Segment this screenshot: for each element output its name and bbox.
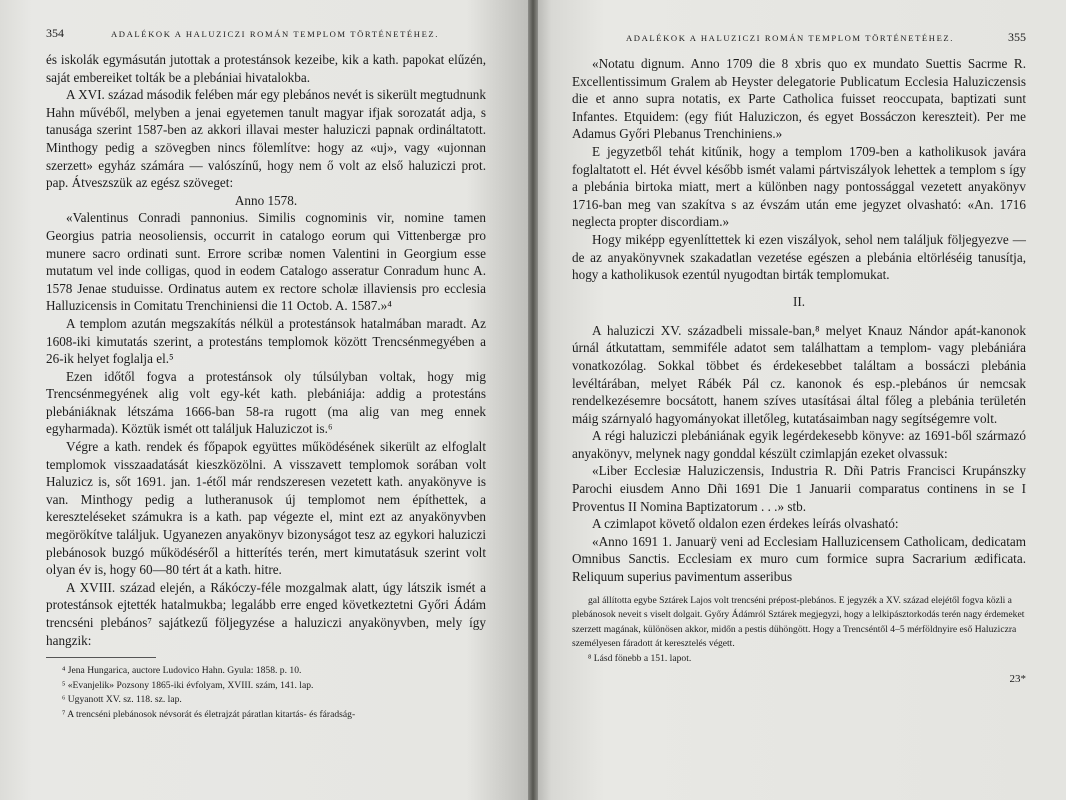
right-latin-quote: «Anno 1691 1. Januarÿ veni ad Ecclesiam Halluzicensem Catholicam, dedicatam Omnibus Sanctis. Ecclesiam ex muro cum formice supra Sacrarium ædificata. Reliquum superius pavimentum asseribus xyxy=(572,533,1026,585)
left-paragraph: A XVI. század második felében már egy plebános nevét is sikerült megtudnunk Hahn művéből, melyben a jenai egyetemen tanult magyar ifjak sorozatát adja, s tanusága szerint 1587-ben az akkori illavai mester haluziczi papnak ordináltatott. Minthogy pedig a szövegben nincs fölemlítve: hogy az «uj», vagy «ujonnan szerzett» egyház számára — valószínű, hogy nem ő volt az első haluziczi prot. pap. Átveszszük az egész szöveget: xyxy=(46,87,486,191)
left-footnote: ⁵ «Evanjelik» Pozsony 1865-iki évfolyam, XVIII. szám, 141. lap. xyxy=(62,679,314,691)
right-paragraph: A czimlapot követő oldalon ezen érdekes leírás olvasható: xyxy=(592,516,899,532)
left-paragraph: Végre a kath. rendek és főpapok együttes működésének sikerült az elfoglalt templomok visszaadatását kieszközölni. A visszavett templomok sorában volt Haluzicz is, sőt 1691. jan. 1-étől már rendszeresen vezetett kath. anyakönyve is van. Minthogy pedig a lutheranusok új templomot nem építhettek, a kereszteléseket számukra is a kath. pap végezte el, mint ezt az anyakönyvben megörökítve találjuk. Ugyanezen anyakönyv bizonyságot tesz az egykori haluziczi plebánosok buzgó működéséről a hitterítés terén, mert kimutatásuk szerint volt olyan év is, hogy 60—80 tért át a kath. hitre. xyxy=(46,439,486,578)
right-running-title: ADALÉKOK A HALUZICZI ROMÁN TEMPLOM TÖRTÉNETÉHEZ. xyxy=(625,33,955,43)
left-page xyxy=(0,0,530,800)
left-running-head xyxy=(46,26,486,41)
right-latin-quote: «Liber Ecclesiæ Haluziczensis, Industria R. Dñi Patris Francisci Krupánszky Parochi eiusdem Anno Dñi 1691 Die 1 Januarii comparatus continens in se I Proventus II Nomina Baptizatorum . . .» stb. xyxy=(572,463,1026,514)
left-footnote: ⁷ A trencséni plebánosok névsorát és életrajzát páratlan kitartás- és fáradság- xyxy=(62,708,356,720)
left-paragraph: és iskolák egymásután jutottak a protestánsok kezeibe, kik a kath. papokat elűzén, saját embereiket tolták be a plebániai hivatalokba. xyxy=(46,52,486,85)
right-page xyxy=(530,0,1066,800)
right-footnote: ⁸ Lásd fönebb a 151. lapot. xyxy=(588,653,692,664)
right-paragraph: E jegyzetből tehát kitűnik, hogy a templom 1709-ben a katholikusok javára foglaltatott el. Hét évvel később ismét valami pártviszályok lehettek a templom s így a plebánia birtoka miatt, mert a különben nagy pontossággal vezetett anyakönyv 1716-ban meg van szakítva s az évszám után eme jegyzet olvasható: «An. 1716 neglecta propter discordiam.» xyxy=(572,143,1026,230)
right-paragraph: A régi haluziczi plebániának egyik legérdekesebb könyve: az 1691-ből származó anyakönyv, melynek nagy gonddal készült czimlapján ezeket olvassuk: xyxy=(572,428,1026,461)
right-paragraph: A haluziczi XV. századbeli missale-ban,⁸ melyet Knauz Nándor apát-kanonok úrnál átkutattam, semmiféle adatot sem találhattam a templom- vagy plebániára vonatkozólag. Sokkal többet és érdekesebbet találtam a bossáczi plebánia levéltárában, melyet Rábék Pál cz. kanonok és esp.-plebános úr nemcsak rendelkezésemre bocsátott, hanem szíves utasításai által főleg a plebánia területén máig szárnyaló hagyományokat illetőleg, kutatásaimban nagy segítségemre volt. xyxy=(572,322,1026,426)
signature-mark: 23* xyxy=(1009,672,1026,685)
left-year-heading: Anno 1578. xyxy=(234,192,298,208)
left-footnote: ⁶ Ugyanott XV. sz. 118. sz. lap. xyxy=(62,694,182,706)
left-latin-quote: «Valentinus Conradi pannonius. Similis cognominis vir, nomine tamen Georgius patria neosoliensis, occurrit in catalogo eorum qui Vittenbergæ pro munere sacro ordinati sunt. Errore scribæ nomen Valentini in Georgium esse mutatum vel inde colligas, quod in eodem Catalogo asseratur Conradum hunc A. 1578 Jenae studuisse. Ordinatus autem ex rectore scholæ illaviensis pro ecclesia Halluzicensis in Comitatu Trenchiniensi die 11 Octob. A. 1587.»⁴ xyxy=(46,210,486,314)
right-running-head xyxy=(572,30,1026,45)
left-page-number: 354 xyxy=(46,26,64,40)
right-latin-quote: «Notatu dignum. Anno 1709 die 8 xbris quo ex mundato Suettis Sacrme R. Excellentissimum Gralem ab Heyster delegatorie Publicatum Ecclesia Haluziczensis die et anno supra notatis, ex Parte Catholica fuisset reoccupata, baptizati sunt Infantes. Etquidem: (egy fiút Haluziczon, és egyet Bossáczon kereszteit). Per me Adamus Győri Plebanus Trenchiniens.» xyxy=(572,56,1026,142)
left-paragraph: Ezen időtől fogva a protestánsok oly túlsúlyban voltak, hogy mig Trencsénmegyének alig volt egy-két kath. plebániája: addig a protestáns plebániáknak létszáma 1666-ban 58-ra rugott (ma alig van meg ennek egyharmada). Köztük ismét ott találjuk Haluziczot is.⁶ xyxy=(46,368,486,437)
section-heading: II. xyxy=(792,293,806,309)
left-paragraph: A XVIII. század elején, a Rákóczy-féle mozgalmak alatt, úgy látszik ismét a protestánsok ejtették hatalmukba; legalább erre enged következtetni Győri Ádám trencséni plebános⁷ sajátkezű följegyzése a haluziczi anyakönyvben, mely így hangzik: xyxy=(46,579,486,648)
left-footnote: ⁴ Jena Hungarica, auctore Ludovico Hahn. Gyula: 1858. p. 10. xyxy=(62,665,302,677)
right-page-number: 355 xyxy=(1008,30,1026,44)
right-paragraph: Hogy miképp egyenlíttettek ki ezen viszályok, sehol nem találjuk följegyezve — de az anyakönyvnek szakadatlan vezetése egészen a plebánia eltörléséig tanusítja, hogy a katholikusok ezentúl nyugodtan birták templomukat. xyxy=(572,231,1026,283)
left-paragraph: A templom azután megszakítás nélkül a protestánsok hatalmában maradt. Az 1608-iki kimutatás szerint, a protestáns templomok között Trencsénmegyében a 26-ik helyet foglalja el.⁵ xyxy=(46,315,486,367)
left-footnote-rule xyxy=(46,657,156,658)
left-running-title: ADALÉKOK A HALUZICZI ROMÁN TEMPLOM TÖRTÉNETÉHEZ. xyxy=(110,29,440,39)
right-footnote: gal állította egybe Sztárek Lajos volt trencséni prépost-plebános. E jegyzék a XV. század elejétől fogva közli a plebánosok neveit s viselt dolgait. Győry Ádámról Sztárek megjegyzi, hogy a lelkipásztorkodás terén nagy érdemeket szerzett magának, különösen akkor, midőn a pestis dühöngött. Hogy a Trencséntől 4–5 mérföldnyire eső Haluziczra személyesen fáradott át keresztelés végett. xyxy=(572,594,1025,650)
book-gutter xyxy=(528,0,538,800)
